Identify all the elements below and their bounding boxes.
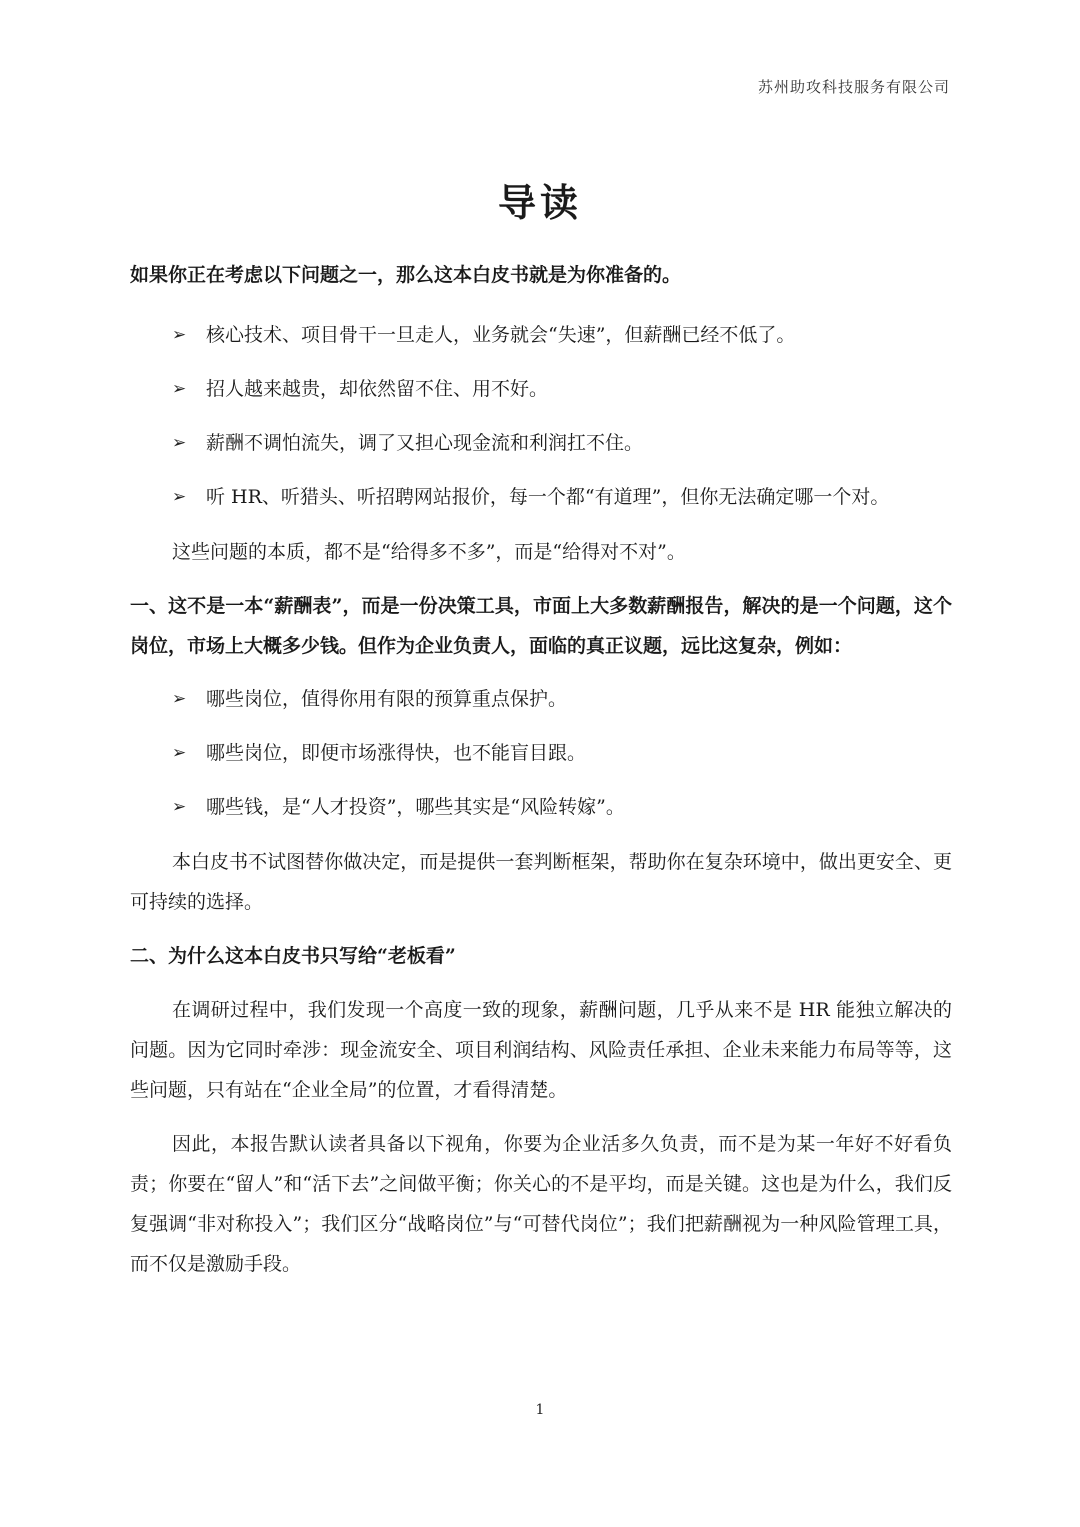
arrow-bullet-icon: ➢ [172,797,187,817]
list-item [130,788,952,826]
paragraph: 这些问题的本质，都不是“给得多不多”，而是“给得对不对”。 [172,541,686,563]
list-item [130,478,952,516]
section-heading-1: 一、这不是一本“薪酬表”，而是一份决策工具，市面上大多数薪酬报告，解决的是一个问题，这个岗位，市场上大概多少钱。但作为企业负责人，面临的真正议题，远比这复杂，例如： [130,595,952,657]
bullet-text: 哪些岗位，值得你用有限的预算重点保护。 [206,688,568,710]
list-item [130,316,952,354]
section-heading-2: 二、为什么这本白皮书只写给“老板看” [130,945,456,967]
bullet-list-2 [130,680,952,826]
bullet-text: 薪酬不调怕流失，调了又担心现金流和利润扛不住。 [206,432,644,454]
intro-line: 如果你正在考虑以下问题之一，那么这本白皮书就是为你准备的。 [130,264,682,286]
list-item [130,370,952,408]
arrow-bullet-icon: ➢ [172,325,187,345]
bullet-text: 招人越来越贵，却依然留不住、用不好。 [206,378,549,400]
bullet-text: 哪些岗位，即便市场涨得快，也不能盲目跟。 [206,742,587,764]
header-company-name: 苏州助攻科技服务有限公司 [757,78,950,96]
arrow-bullet-icon: ➢ [172,743,187,763]
bullet-text: 核心技术、项目骨干一旦走人，业务就会“失速”，但薪酬已经不低了。 [206,324,796,346]
paragraph: 因此，本报告默认读者具备以下视角，你要为企业活多久负责，而不是为某一年好不好看负责；你要在“留人”和“活下去”之间做平衡；你关心的不是平均，而是关键。这也是为什么，我们反复强调“非对称投入”；我们区分“战略岗位”与“可替代岗位”；我们把薪酬视为一种风险管理工具，而不仅是激励手段。 [130,1133,952,1275]
paragraph: 本白皮书不试图替你做决定，而是提供一套判断框架，帮助你在复杂环境中，做出更安全、更可持续的选择。 [130,851,952,913]
list-item [130,424,952,462]
document-body [130,256,952,1298]
arrow-bullet-icon: ➢ [172,487,187,507]
bullet-text: 听 HR、听猎头、听招聘网站报价，每一个都“有道理”，但你无法确定哪一个对。 [206,486,890,508]
list-item [130,680,952,718]
arrow-bullet-icon: ➢ [172,379,187,399]
arrow-bullet-icon: ➢ [172,433,187,453]
paragraph: 在调研过程中，我们发现一个高度一致的现象，薪酬问题，几乎从来不是 HR 能独立解决的问题。因为它同时牵涉：现金流安全、项目利润结构、风险责任承担、企业未来能力布局等等，这些问题，只有站在“企业全局”的位置，才看得清楚。 [130,999,952,1101]
bullet-list-1 [130,316,952,516]
list-item [130,734,952,772]
page-number: 1 [535,1402,545,1418]
bullet-text: 哪些钱，是“人才投资”，哪些其实是“风险转嫁”。 [206,796,625,818]
arrow-bullet-icon: ➢ [172,689,187,709]
page-title: 导读 [497,180,582,225]
